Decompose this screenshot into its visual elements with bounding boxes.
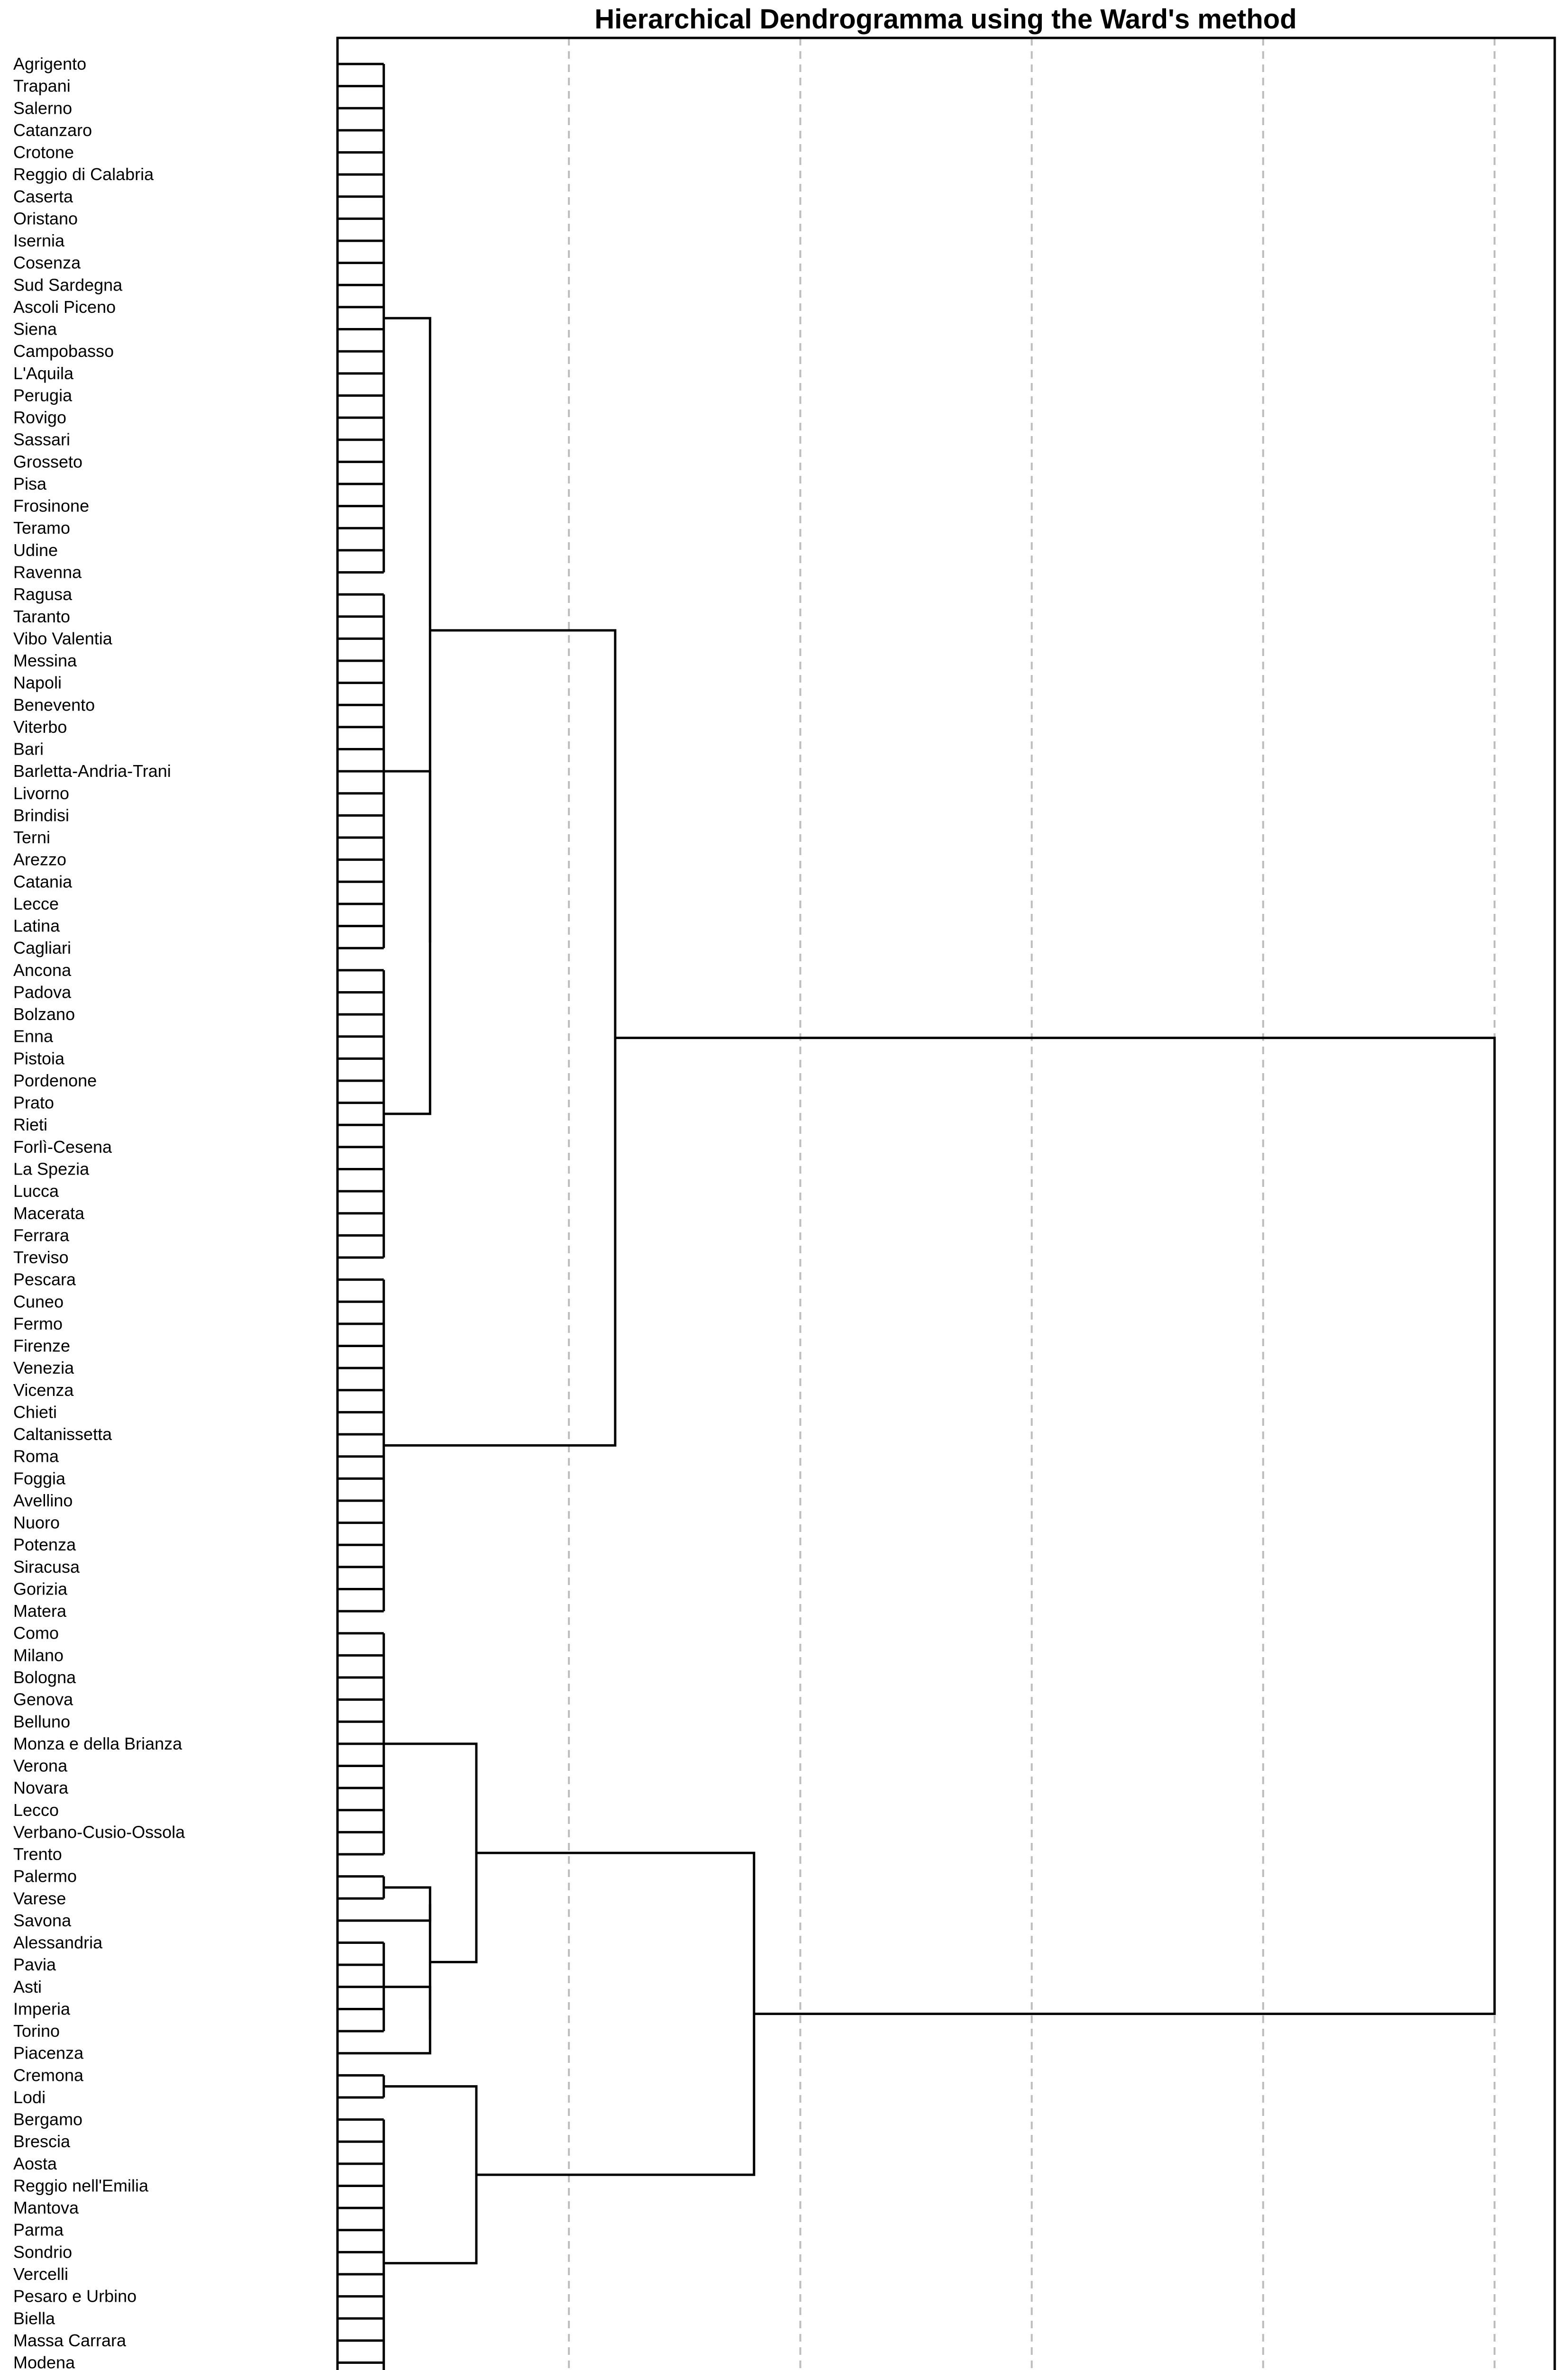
cluster-C8: [337, 2075, 384, 2097]
leaf-label: Pesaro e Urbino: [13, 2286, 137, 2306]
leaf-label: Venezia: [13, 1358, 74, 1378]
leaf-label: Livorno: [13, 783, 70, 803]
leaf-label: Torino: [13, 2021, 60, 2041]
leaf-label: Brescia: [13, 2132, 71, 2151]
leaf-label: La Spezia: [13, 1159, 90, 1179]
leaf-label: Nuoro: [13, 1513, 60, 1532]
leaf-label: Fermo: [13, 1313, 63, 1333]
leaf-label: Parma: [13, 2220, 64, 2240]
leaf-label: Novara: [13, 1778, 69, 1798]
cluster-C2: [337, 594, 384, 948]
leaf-label: Isernia: [13, 231, 65, 251]
leaf-label: Salerno: [13, 98, 73, 118]
leaf-label: Sud Sardegna: [13, 275, 123, 295]
plot-frame: [337, 38, 1555, 2370]
leaf-label: Sassari: [13, 429, 71, 449]
leaf-label: Catania: [13, 872, 73, 892]
leaf-label: Bolzano: [13, 1004, 75, 1024]
leaf-label: Messina: [13, 651, 77, 671]
leaf-label: Viterbo: [13, 717, 67, 737]
leaf-label: Cremona: [13, 2065, 84, 2085]
leaf-label: Latina: [13, 916, 60, 936]
leaf-label: Campobasso: [13, 341, 114, 361]
leaf-label: Terni: [13, 828, 51, 848]
leaf-label: Pordenone: [13, 1070, 97, 1090]
leaf-label: Palermo: [13, 1866, 77, 1886]
leaf-label: Milano: [13, 1645, 64, 1665]
link-layer: [337, 64, 1495, 2370]
leaf-label: Ancona: [13, 960, 72, 980]
cluster-C5: [337, 1633, 384, 1854]
leaf-label: L'Aquila: [13, 363, 73, 383]
leaf-label: Vercelli: [13, 2264, 69, 2284]
leaf-label: Trapani: [13, 76, 71, 96]
leaf-label: Potenza: [13, 1535, 76, 1555]
leaf-label: Napoli: [13, 673, 62, 693]
leaf-label: Gorizia: [13, 1579, 68, 1599]
leaf-label: Imperia: [13, 1999, 71, 2019]
leaf-label: Savona: [13, 1910, 72, 1930]
cluster-C7: [337, 1943, 384, 2032]
leaf-label: Barletta-Andria-Trani: [13, 761, 171, 781]
leaf-label: Matera: [13, 1601, 67, 1621]
cluster-C3: [337, 970, 384, 1258]
leaf-label: Taranto: [13, 606, 71, 626]
leaf-label: Udine: [13, 540, 58, 560]
leaf-label: Rieti: [13, 1115, 48, 1135]
leaf-label: Sondrio: [13, 2242, 73, 2262]
cluster-C6: [337, 1877, 384, 1899]
label-layer: [13, 54, 185, 2370]
leaf-label: Vibo Valentia: [13, 629, 112, 648]
leaf-label: Cosenza: [13, 253, 81, 273]
merge-M2: [384, 318, 430, 942]
leaf-label: Oristano: [13, 209, 78, 228]
leaf-label: Pisa: [13, 474, 47, 493]
leaf-label: Cagliari: [13, 938, 72, 958]
leaf-label: Chieti: [13, 1402, 57, 1422]
leaf-label: Bergamo: [13, 2109, 83, 2129]
leaf-label: Como: [13, 1623, 59, 1643]
leaf-label: Bologna: [13, 1667, 76, 1687]
leaf-label: Treviso: [13, 1248, 69, 1267]
leaf-label: Modena: [13, 2352, 75, 2370]
leaf-label: Massa Carrara: [13, 2330, 127, 2350]
cluster-C1: [337, 64, 384, 572]
grid-layer: [569, 38, 1495, 2370]
leaf-label: Ragusa: [13, 584, 73, 604]
merge-ROOT: [615, 1038, 1495, 2014]
leaf-label: Lucca: [13, 1181, 59, 1201]
leaf-label: Frosinone: [13, 496, 90, 516]
leaf-label: Siracusa: [13, 1557, 80, 1577]
cluster-C4: [337, 1280, 384, 1611]
leaf-label: Varese: [13, 1888, 66, 1908]
leaf-label: Cuneo: [13, 1292, 64, 1312]
chart-title: Hierarchical Dendrogramma using the Ward's method: [594, 4, 1297, 35]
leaf-label: Caserta: [13, 186, 73, 206]
leaf-label: Agrigento: [13, 54, 87, 73]
leaf-label: Macerata: [13, 1203, 85, 1223]
leaf-label: Caltanissetta: [13, 1424, 112, 1444]
leaf-label: Roma: [13, 1446, 59, 1466]
leaf-label: Lecco: [13, 1800, 59, 1820]
leaf-label: Pavia: [13, 1955, 56, 1975]
leaf-label: Aosta: [13, 2153, 57, 2173]
leaf-label: Prato: [13, 1093, 55, 1112]
leaf-label: Reggio di Calabria: [13, 164, 154, 184]
leaf-label: Mantova: [13, 2198, 79, 2218]
leaf-label: Reggio nell'Emilia: [13, 2176, 149, 2196]
cluster-C9: [337, 2120, 384, 2370]
leaf-label: Forlì-Cesena: [13, 1137, 112, 1157]
leaf-label: Catanzaro: [13, 120, 92, 140]
leaf-label: Grosseto: [13, 452, 83, 472]
leaf-label: Ravenna: [13, 562, 82, 582]
leaf-label: Vicenza: [13, 1380, 74, 1400]
leaf-label: Siena: [13, 319, 57, 339]
leaf-label: Perugia: [13, 385, 73, 405]
leaf-label: Genova: [13, 1689, 73, 1709]
merge-M3: [384, 630, 615, 1445]
leaf-label: Belluno: [13, 1712, 71, 1732]
leaf-label: Rovigo: [13, 408, 67, 428]
leaf-label: Teramo: [13, 518, 71, 538]
merge-M1: [384, 771, 430, 1114]
leaf-label: Padova: [13, 982, 72, 1002]
merge-M8: [384, 2087, 476, 2263]
leaf-label: Brindisi: [13, 805, 70, 825]
leaf-label: Firenze: [13, 1336, 71, 1356]
leaf-label: Piacenza: [13, 2043, 84, 2063]
leaf-label: Pistoia: [13, 1048, 65, 1068]
leaf-label: Pescara: [13, 1269, 76, 1289]
leaf-label: Enna: [13, 1026, 54, 1046]
leaf-label: Alessandria: [13, 1932, 103, 1952]
leaf-label: Biella: [13, 2308, 55, 2328]
leaf-label: Bari: [13, 739, 44, 759]
leaf-label: Asti: [13, 1977, 42, 1996]
leaf-label: Verbano-Cusio-Ossola: [13, 1822, 185, 1842]
leaf-label: Avellino: [13, 1490, 73, 1510]
leaf-label: Arezzo: [13, 849, 67, 869]
leaf-label: Lecce: [13, 893, 59, 913]
leaf-label: Ascoli Piceno: [13, 297, 116, 317]
leaf-label: Ferrara: [13, 1225, 70, 1245]
leaf-label: Crotone: [13, 142, 74, 162]
leaf-label: Benevento: [13, 695, 95, 715]
leaf-label: Trento: [13, 1844, 62, 1864]
merge-M9: [476, 1853, 754, 2175]
leaf-label: Verona: [13, 1756, 68, 1776]
leaf-label: Monza e della Brianza: [13, 1733, 182, 1753]
leaf-label: Foggia: [13, 1468, 66, 1488]
leaf-label: Lodi: [13, 2087, 46, 2107]
